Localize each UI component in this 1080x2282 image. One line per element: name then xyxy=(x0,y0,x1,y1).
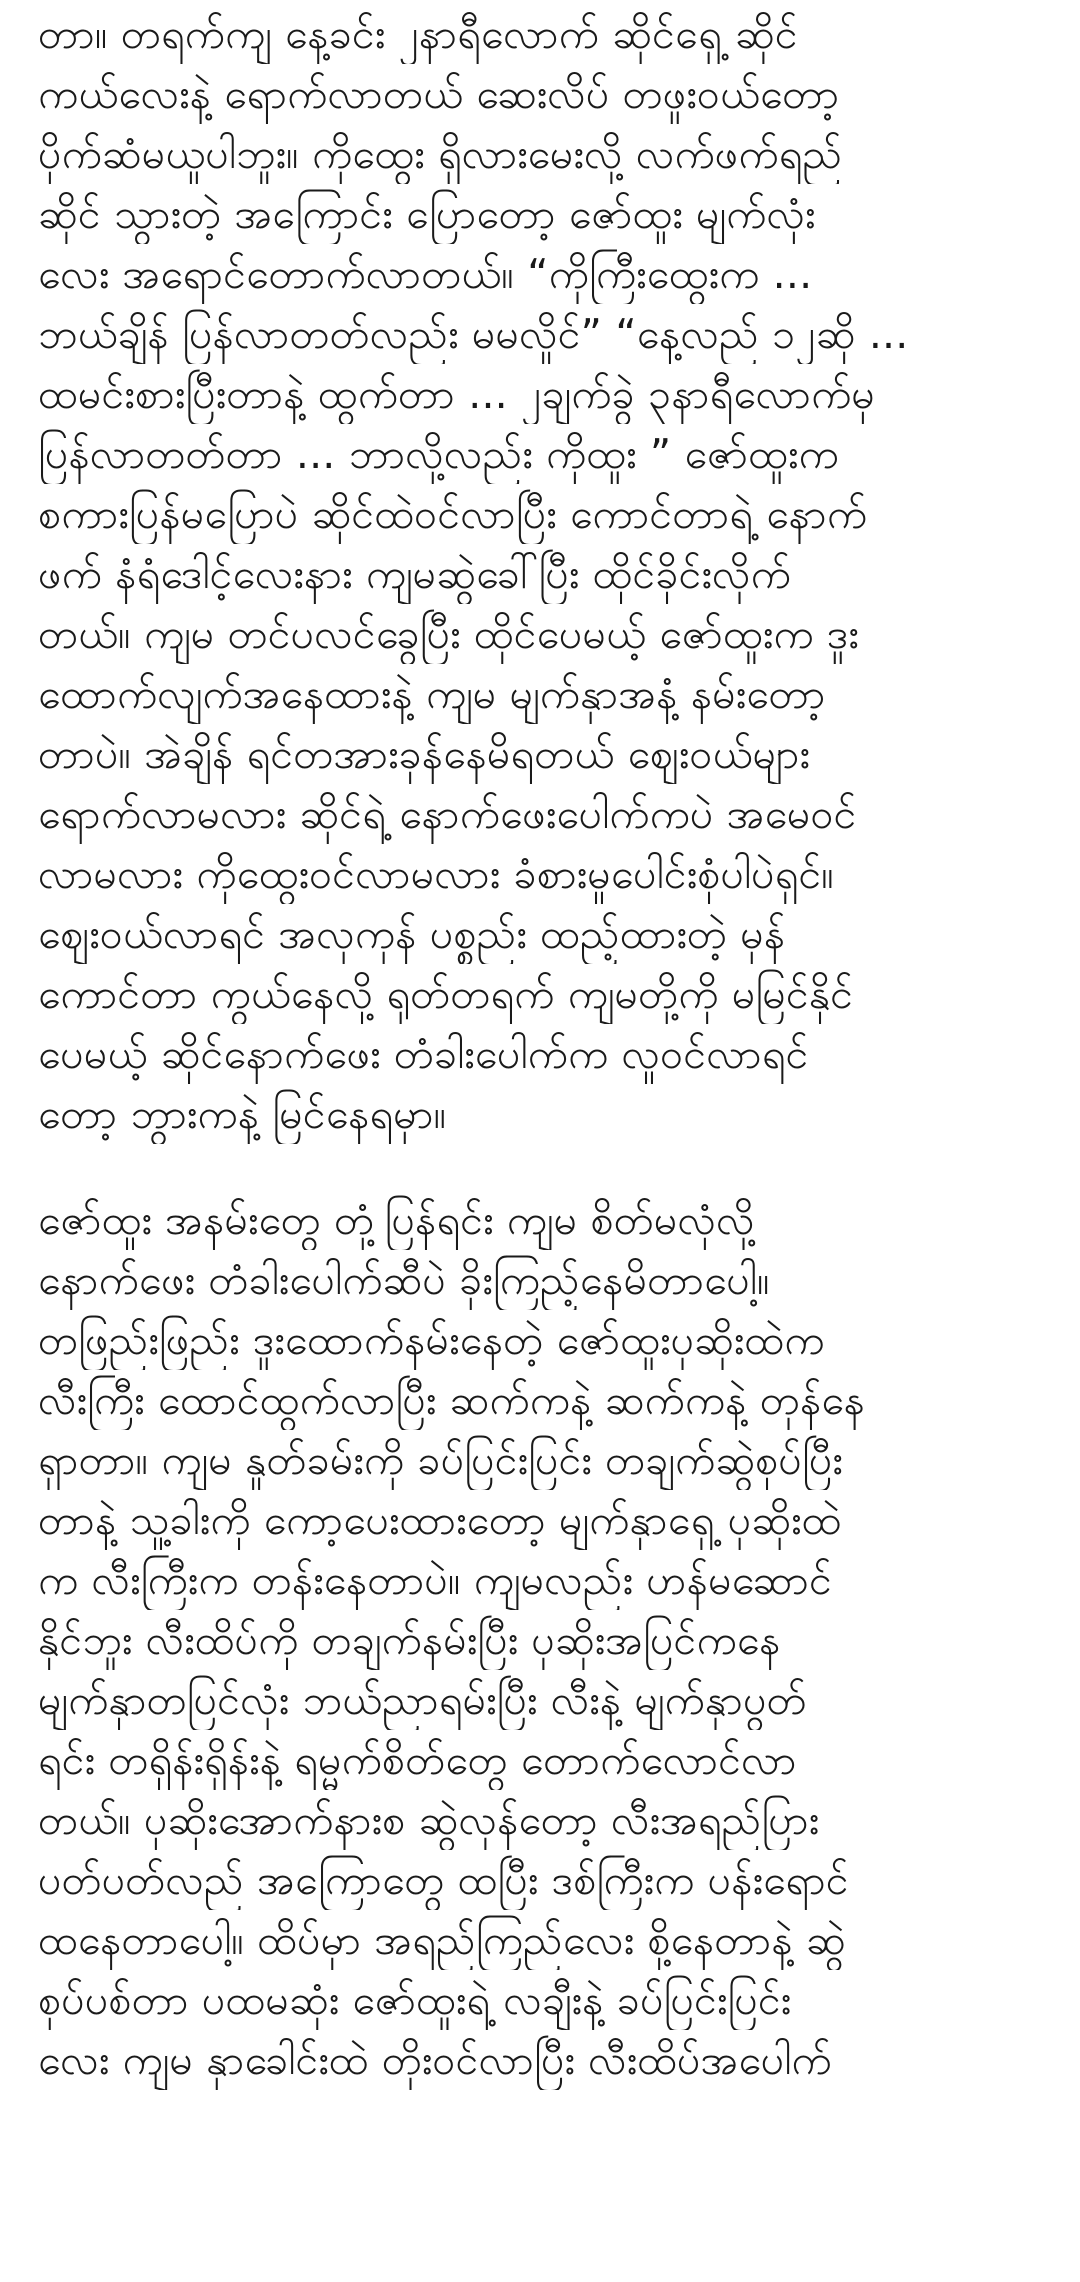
text-line: ထမင်းစားပြီးတာနဲ့ ထွက်တာ ... ၂ချက်ခွဲ ၃နာရီလောက်မှ xyxy=(38,370,876,418)
text-line: တယ်။ ပုဆိုးအောက်နားစ ဆွဲလှန်တော့ လီးအရည်ပြား xyxy=(38,1796,820,1844)
text-line: တာနဲ့ သူ့ခါးကို ကော့ပေးထားတော့ မျက်နှာရှေ့ ပုဆိုးထဲ xyxy=(38,1496,842,1544)
text-line: စုပ်ပစ်တာ ပထမဆုံး ဇော်ထူးရဲ့ လချီးနဲ့ ခပ်ပြင်းပြင်း xyxy=(38,1976,792,2024)
text-line: မျက်နှာတပြင်လုံး ဘယ်ညာရမ်းပြီး လီးနဲ့ မျက်နှာပွတ် xyxy=(38,1676,807,1724)
text-line: ပြန်လာတတ်တာ ... ဘာလို့လည်း ကိုထူး ” ဇော်ထူးက xyxy=(38,430,839,478)
text-line: တဖြည်းဖြည်း ဒူးထောက်နမ်းနေတဲ့ ဇော်ထူးပုဆိုးထဲက xyxy=(38,1316,825,1364)
text-line: လေး အရောင်တောက်လာတယ်။ “ကိုကြီးထွေးက ... xyxy=(38,250,813,298)
text-line: တာ။ တရက်ကျ နေ့ခင်း ၂နာရီလောက် ဆိုင်ရှေ့ ဆိုင် xyxy=(38,10,798,58)
text-line: စကားပြန်မပြောပဲ ဆိုင်ထဲဝင်လာပြီး ကောင်တာရဲ့ နောက် xyxy=(38,490,868,538)
text-line: ပိုက်ဆံမယူပါဘူး။ ကိုထွေး ရှိလားမေးလို့ လက်ဖက်ရည် xyxy=(38,130,843,178)
text-line: ပေမယ့် ဆိုင်နောက်ဖေး တံခါးပေါက်က လူဝင်လာရင် xyxy=(38,1030,809,1078)
text-line: တာပဲ။ အဲချိန် ရင်တအားခုန်နေမိရတယ် ဈေးဝယ်များ xyxy=(38,730,810,778)
text-line: ကယ်လေးနဲ့ ရောက်လာတယ် ဆေးလိပ် တဖူးဝယ်တော့ xyxy=(38,70,840,118)
text-line: ကောင်တာ ကွယ်နေလို့ ရုတ်တရက် ကျမတို့ကို မမြင်နိုင် xyxy=(38,970,854,1018)
text-line: ဇော်ထူး အနမ်းတွေ တုံ့ပြန်ရင်း ကျမ စိတ်မလုံလို့ xyxy=(38,1196,755,1244)
text-line: နောက်ဖေး တံခါးပေါက်ဆီပဲ ခိုးကြည့်နေမိတာပေါ့။ xyxy=(38,1256,770,1304)
text-line: ထနေတာပေါ့။ ထိပ်မှာ အရည်ကြည်လေး စို့နေတာနဲ့ ဆွဲ xyxy=(38,1916,846,1964)
text-line: ဆိုင် သွားတဲ့ အကြောင်း ပြောတော့ ဇော်ထူး မျက်လုံး xyxy=(38,190,816,238)
text-line: လေး ကျမ နှာခေါင်းထဲ တိုးဝင်လာပြီး လီးထိပ်အပေါက် xyxy=(38,2036,832,2084)
text-line: ရှာတာ။ ကျမ နူတ်ခမ်းကို ခပ်ပြင်းပြင်း တချက်ဆွဲစုပ်ပြီး xyxy=(38,1436,843,1484)
text-line: ရောက်လာမလား ဆိုင်ရဲ့ နောက်ဖေးပေါက်ကပဲ အမေဝင် xyxy=(38,790,857,838)
text-line: နိုင်ဘူး လီးထိပ်ကို တချက်နမ်းပြီး ပုဆိုးအပြင်ကနေ xyxy=(38,1616,781,1664)
text-line: ဘယ်ချိန် ပြန်လာတတ်လည်း မမလှိုင်” “နေ့လည် ၁၂ဆို ... xyxy=(38,310,909,358)
text-line: တော့ ဘွားကနဲ့ မြင်နေရမှာ။ xyxy=(38,1090,447,1138)
text-line: ထောက်လျက်အနေထားနဲ့ ကျမ မျက်နှာအနံ့ နမ်းတော့ xyxy=(38,670,826,718)
paragraph-2 xyxy=(38,1190,1042,2090)
paragraph-1 xyxy=(38,0,1042,1144)
text-line: ဈေးဝယ်လာရင် အလုကုန် ပစ္စည်း ထည့်ထားတဲ့ မှန် xyxy=(38,910,786,958)
text-line: ဖက် နံရံဒေါင့်လေးနား ကျမဆွဲခေါ်ပြီး ထိုင်ခိုင်းလိုက် xyxy=(38,550,791,598)
text-line: လီးကြီး ထောင်ထွက်လာပြီး ဆက်ကနဲ့ ဆက်ကနဲ့ တုန်နေ xyxy=(38,1376,866,1424)
text-line: က လီးကြီးက တန်းနေတာပဲ။ ကျမလည်း ဟန်မဆောင် xyxy=(38,1556,833,1604)
text-line: လာမလား ကိုထွေးဝင်လာမလား ခံစားမှုပေါင်းစုံပါပဲရှင်။ xyxy=(38,850,835,898)
text-line: တယ်။ ကျမ တင်ပလင်ခွေပြီး ထိုင်ပေမယ့် ဇော်ထူးက ဒူး xyxy=(38,610,859,658)
text-line: ရင်း တရှိန်းရှိန်းနဲ့ ရမ္မက်စိတ်တွေ တောက်လောင်လာ xyxy=(38,1736,797,1784)
text-line: ပတ်ပတ်လည် အကြောတွေ ထပြီး ဒစ်ကြီးက ပန်းရောင် xyxy=(38,1856,849,1904)
paragraph-gap xyxy=(38,1144,1042,1190)
